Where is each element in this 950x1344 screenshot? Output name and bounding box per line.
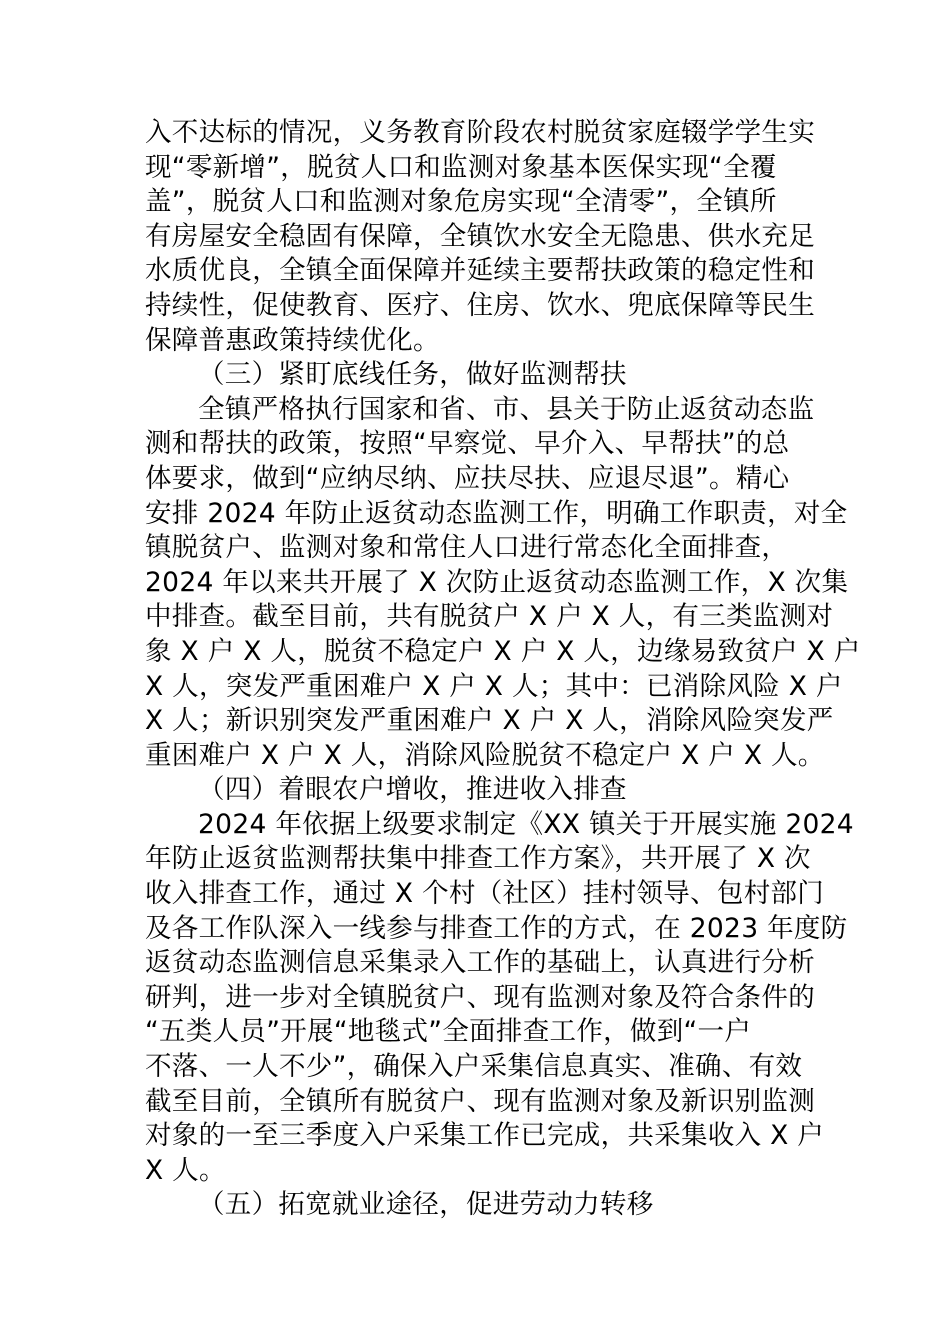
- section-heading-5: （五）拓宽就业途径，促进劳动力转移: [198, 1189, 654, 1221]
- para3-line: 安排 2024 年防止返贫动态监测工作，明确工作职责，对全: [145, 497, 848, 529]
- para4-line: 截至目前，全镇所有脱贫户、现有监测对象及新识别监测: [145, 1085, 815, 1117]
- body-line: 保障普惠政策持续优化。: [145, 324, 440, 356]
- para4-line: 收入排查工作，通过 X 个村（社区）挂村领导、包村部门: [145, 878, 825, 910]
- body-line: 现“零新增”，脱贫人口和监测对象基本医保实现“全覆: [145, 151, 777, 183]
- para3-line: 重困难户 X 户 X 人，消除风险脱贫不稳定户 X 户 X 人。: [145, 739, 825, 771]
- body-line: 水质优良，全镇全面保障并延续主要帮扶政策的稳定性和: [145, 255, 815, 287]
- para3-line: X 人，突发严重困难户 X 户 X 人；其中：已消除风险 X 户: [145, 670, 843, 702]
- para4-line: 研判，进一步对全镇脱贫户、现有监测对象及符合条件的: [145, 981, 815, 1013]
- body-line: 入不达标的情况，义务教育阶段农村脱贫家庭辍学学生实: [145, 117, 815, 148]
- para4-line: 年防止返贫监测帮扶集中排查工作方案》，共开展了 X 次: [145, 843, 811, 875]
- section-heading-4: （四）着眼农户增收，推进收入排查: [198, 774, 627, 806]
- body-line: 盖”，脱贫人口和监测对象危房实现“全清零”，全镇所: [145, 186, 777, 218]
- section-heading-3: （三）紧盯底线任务，做好监测帮扶: [198, 359, 627, 391]
- para3-line: 全镇严格执行国家和省、市、县关于防止返贫动态监: [198, 393, 815, 425]
- para3-line: 镇脱贫户、监测对象和常住人口进行常态化全面排查，: [145, 532, 789, 564]
- para4-line: “五类人员”开展“地毯式”全面排查工作，做到“一户: [145, 1016, 752, 1048]
- para4-line: 及各工作队深入一线参与排查工作的方式，在 2023 年度防: [145, 912, 848, 944]
- para3-line: 象 X 户 X 人，脱贫不稳定户 X 户 X 人，边缘易致贫户 X 户: [145, 635, 861, 667]
- para4-line: 不落、一人不少”，确保入户采集信息真实、准确、有效: [145, 1051, 803, 1083]
- para4-line: 2024 年依据上级要求制定《XX 镇关于开展实施 2024: [198, 808, 854, 840]
- body-line: 持续性，促使教育、医疗、住房、饮水、兜底保障等民生: [145, 289, 815, 321]
- para3-line: 测和帮扶的政策，按照“早察觉、早介入、早帮扶”的总: [145, 428, 790, 460]
- para3-line: 2024 年以来共开展了 X 次防止返贫动态监测工作，X 次集: [145, 566, 849, 598]
- document-body: [145, 116, 861, 1223]
- para3-line: 体要求，做到“应纳尽纳、应扶尽扶、应退尽退”。精心: [145, 462, 790, 494]
- para4-line: 对象的一至三季度入户采集工作已完成，共采集收入 X 户: [145, 1120, 825, 1152]
- para3-line: 中排查。截至目前，共有脱贫户 X 户 X 人，有三类监测对: [145, 601, 834, 633]
- para3-line: X 人；新识别突发严重困难户 X 户 X 人，消除风险突发严: [145, 705, 834, 737]
- para4-line: 返贫动态监测信息采集录入工作的基础上，认真进行分析: [145, 947, 815, 979]
- para4-line: X 人。: [145, 1154, 226, 1186]
- body-line: 有房屋安全稳固有保障，全镇饮水安全无隐患、供水充足: [145, 220, 815, 252]
